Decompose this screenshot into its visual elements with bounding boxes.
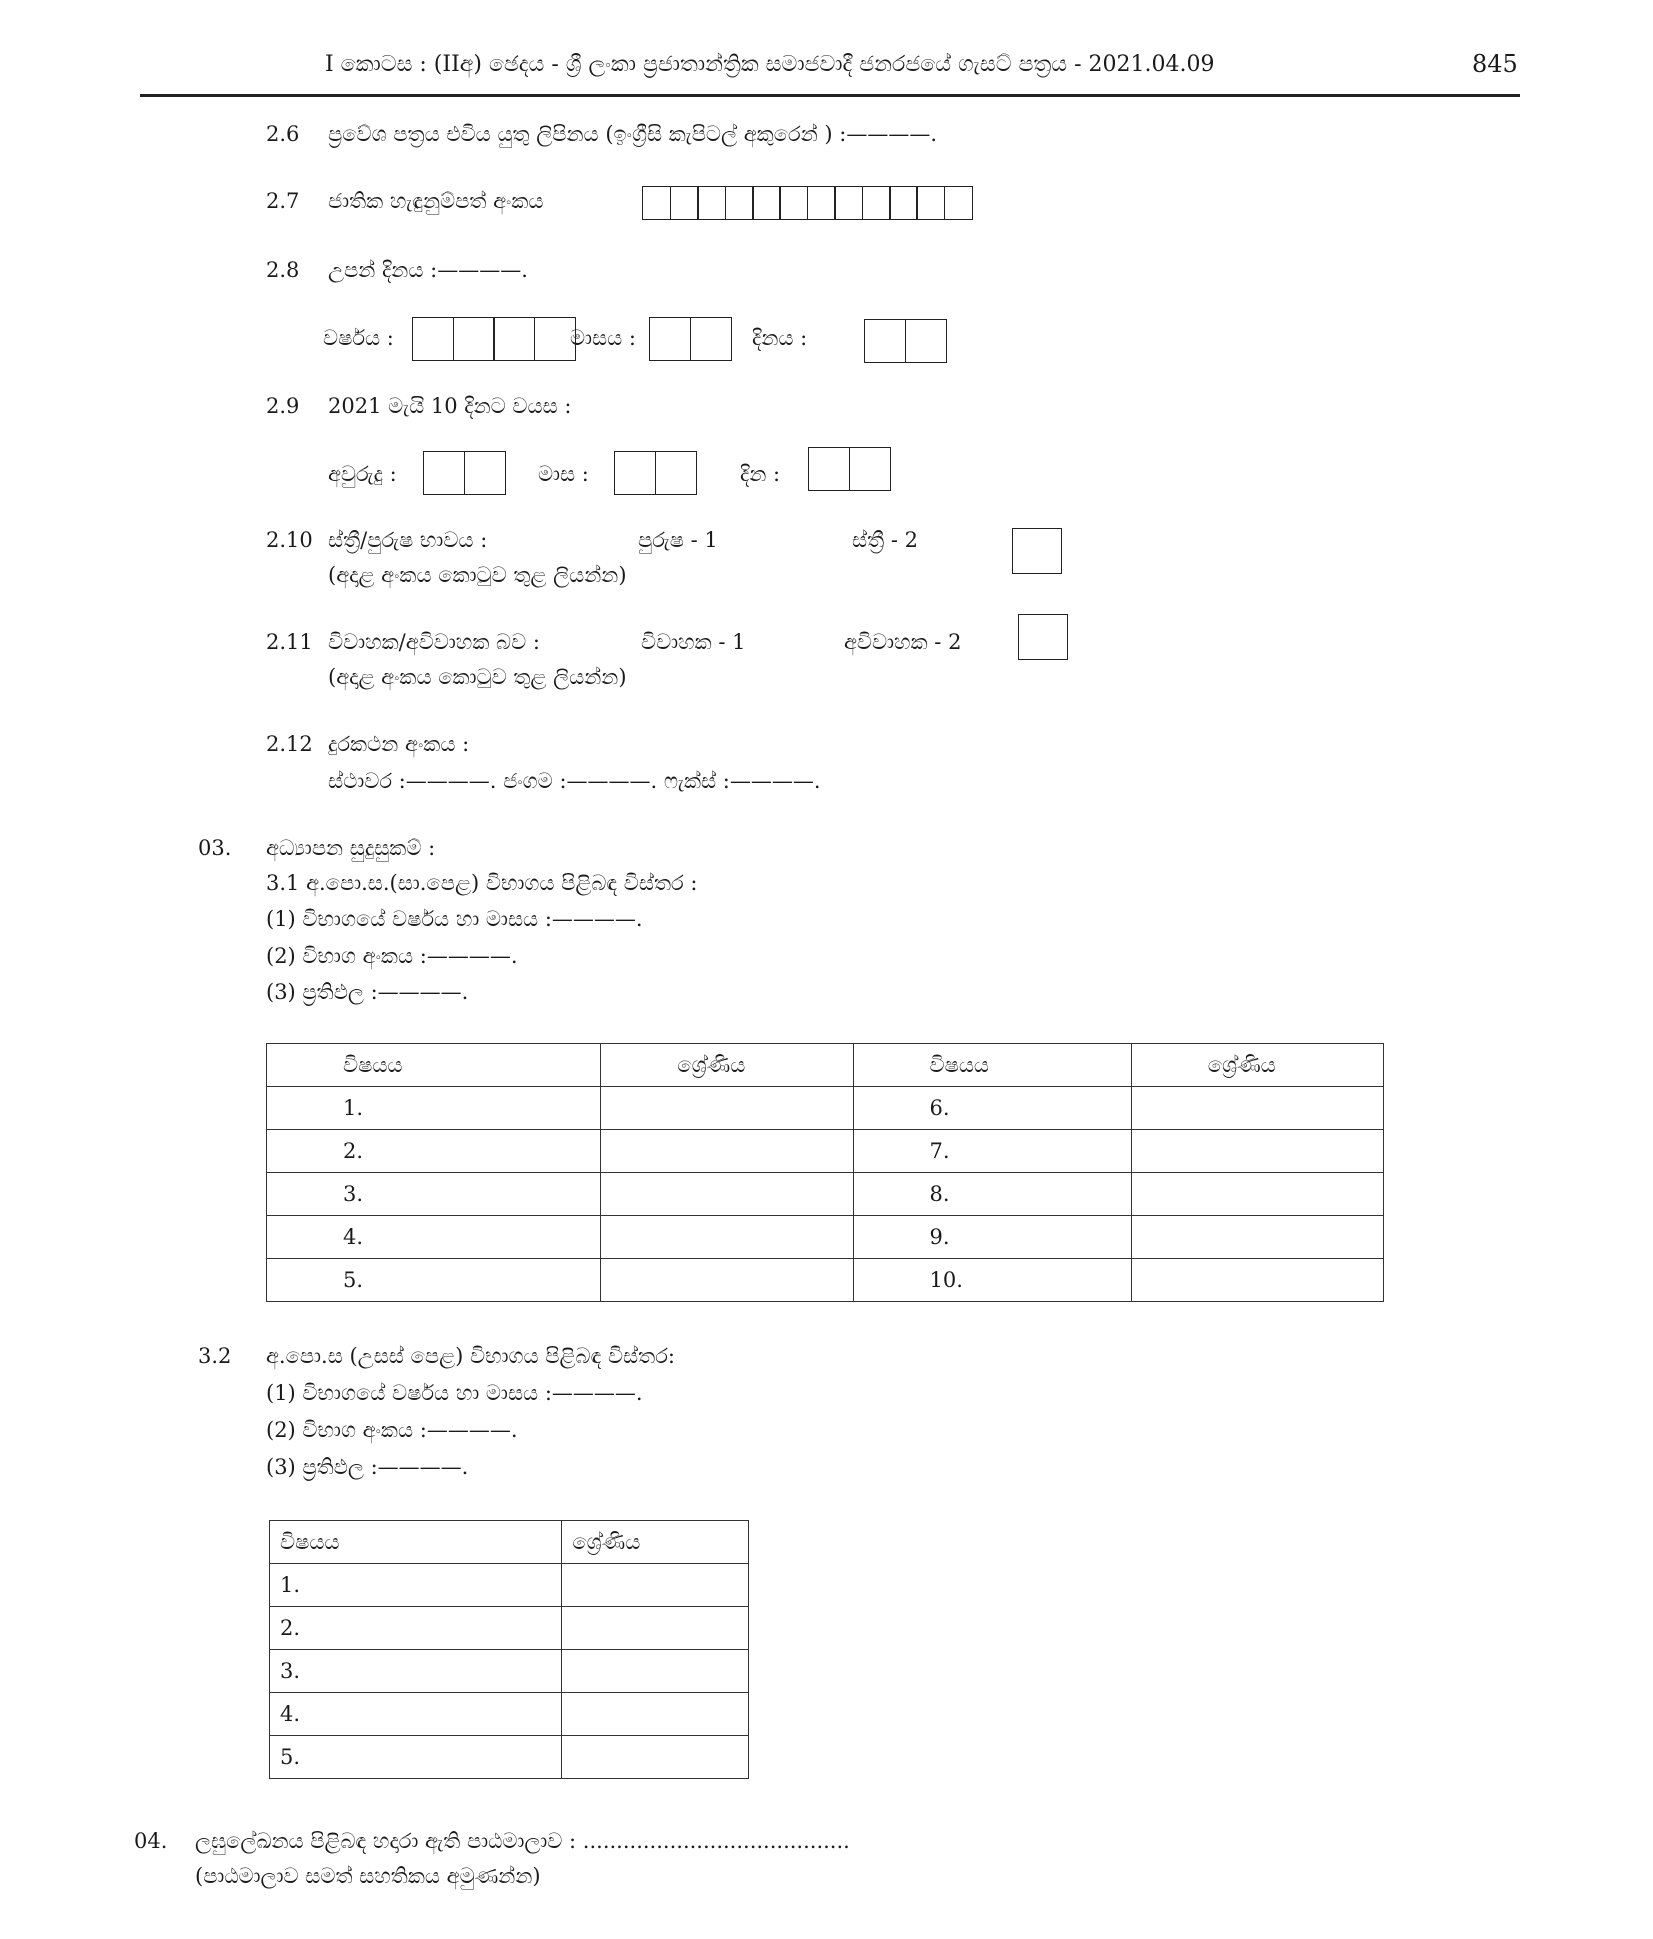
item-2-6-number: 2.6 bbox=[266, 122, 300, 146]
subject-cell[interactable]: 3. bbox=[267, 1173, 601, 1216]
ol-exam-year-month: (1) විභාගයේ වර්ෂය හා මාසය :————. bbox=[266, 907, 643, 931]
age-years-boxes[interactable] bbox=[425, 451, 506, 495]
ol-exam-heading: 3.1 අ.පො.ස.(සා.පෙළ) විභාගය පිළිබඳ විස්තර : bbox=[266, 871, 698, 895]
column-header-grade: ශ්‍රේණිය bbox=[562, 1521, 749, 1564]
subject-cell[interactable]: 1. bbox=[270, 1564, 562, 1607]
grade-cell[interactable] bbox=[601, 1087, 853, 1130]
table-row bbox=[267, 1087, 1384, 1130]
grade-cell[interactable] bbox=[1131, 1130, 1383, 1173]
subject-cell[interactable]: 4. bbox=[270, 1693, 562, 1736]
dob-day-digit-box[interactable] bbox=[864, 319, 906, 363]
marital-option-unmarried: අවිවාහක - 2 bbox=[844, 630, 962, 654]
dob-month-digit-box[interactable] bbox=[649, 317, 691, 361]
section-3-number: 03. bbox=[198, 836, 232, 860]
age-days-boxes[interactable] bbox=[810, 447, 891, 491]
page-number: 845 bbox=[1472, 50, 1518, 78]
al-exam-heading: අ.පො.ස (උසස් පෙළ) විභාගය පිළිබඳ විස්තර: bbox=[266, 1344, 675, 1368]
subject-cell[interactable]: 5. bbox=[270, 1736, 562, 1779]
gender-option-female: ස්ත්‍රී - 2 bbox=[852, 528, 918, 552]
nic-digit-box[interactable] bbox=[725, 186, 754, 220]
grade-cell[interactable] bbox=[1131, 1259, 1383, 1302]
table-row bbox=[270, 1736, 749, 1779]
grade-cell[interactable] bbox=[1131, 1216, 1383, 1259]
nic-digit-box[interactable] bbox=[834, 186, 863, 220]
gender-code-box[interactable] bbox=[1012, 528, 1062, 574]
al-exam-results: (3) ප්‍රතිඵල :————. bbox=[266, 1455, 469, 1479]
dob-year-boxes[interactable] bbox=[414, 317, 576, 361]
column-header-grade: ශ්‍රේණිය bbox=[1131, 1044, 1383, 1087]
column-header-subject: විෂයය bbox=[267, 1044, 601, 1087]
dob-month-digit-box[interactable] bbox=[690, 317, 732, 361]
item-3-2-number: 3.2 bbox=[198, 1344, 232, 1368]
age-months-label: මාස : bbox=[538, 462, 589, 486]
grade-cell[interactable] bbox=[562, 1693, 749, 1736]
dob-year-digit-box[interactable] bbox=[412, 317, 454, 361]
grade-cell[interactable] bbox=[562, 1736, 749, 1779]
age-years-digit-box[interactable] bbox=[464, 451, 506, 495]
column-header-subject: විෂයය bbox=[853, 1044, 1131, 1087]
subject-cell[interactable]: 6. bbox=[853, 1087, 1131, 1130]
gender-option-male: පුරුෂ - 1 bbox=[638, 528, 718, 552]
section-4-number: 04. bbox=[134, 1829, 168, 1853]
ol-exam-results: (3) ප්‍රතිඵල :————. bbox=[266, 980, 469, 1004]
grade-cell[interactable] bbox=[601, 1173, 853, 1216]
dob-year-digit-box[interactable] bbox=[453, 317, 495, 361]
phone-label: දුරකථන අංකය : bbox=[328, 732, 470, 756]
address-field-label: ප්‍රවේශ පත්‍රය එවිය යුතු ලිපිනය (ඉංග්‍රීසි කැපිටල් අකුරෙන් ) :————. bbox=[328, 122, 938, 146]
subject-cell[interactable]: 10. bbox=[853, 1259, 1131, 1302]
table-row bbox=[267, 1216, 1384, 1259]
age-days-digit-box[interactable] bbox=[849, 447, 891, 491]
nic-number-boxes[interactable] bbox=[644, 186, 973, 220]
marital-option-married: විවාහක - 1 bbox=[641, 630, 746, 654]
nic-digit-box[interactable] bbox=[670, 186, 699, 220]
subject-cell[interactable]: 9. bbox=[853, 1216, 1131, 1259]
column-header-grade: ශ්‍රේණිය bbox=[601, 1044, 853, 1087]
dob-day-label: දිනය : bbox=[752, 326, 808, 350]
grade-cell[interactable] bbox=[601, 1259, 853, 1302]
age-days-digit-box[interactable] bbox=[808, 447, 850, 491]
grade-cell[interactable] bbox=[562, 1607, 749, 1650]
nic-digit-box[interactable] bbox=[807, 186, 836, 220]
table-row bbox=[270, 1564, 749, 1607]
subject-cell[interactable]: 1. bbox=[267, 1087, 601, 1130]
marital-instruction: (අදාළ අංකය කොටුව තුළ ලියන්න) bbox=[328, 665, 627, 689]
shorthand-course-label: ලඝුලේඛනය පිළිබඳ හදාරා ඇති පාඨමාලාව : ........................................ bbox=[195, 1829, 850, 1853]
nic-digit-box[interactable] bbox=[697, 186, 726, 220]
table-row bbox=[267, 1173, 1384, 1216]
nic-digit-box[interactable] bbox=[889, 186, 918, 220]
subject-cell[interactable]: 4. bbox=[267, 1216, 601, 1259]
subject-cell[interactable]: 8. bbox=[853, 1173, 1131, 1216]
nic-digit-box[interactable] bbox=[779, 186, 808, 220]
subject-cell[interactable]: 3. bbox=[270, 1650, 562, 1693]
age-label: 2021 මැයි 10 දිනට වයස : bbox=[328, 394, 572, 418]
running-header: I කොටස : (IIඅ) ඡෙදය - ශ්‍රී ලංකා ප්‍රජාතාන්ත්‍රික සමාජවාදී ජනරජයේ ගැසට් පත්‍රය - 2021.04.09 bbox=[325, 52, 1215, 77]
table-header-row bbox=[267, 1044, 1384, 1087]
age-months-boxes[interactable] bbox=[616, 451, 697, 495]
age-years-digit-box[interactable] bbox=[423, 451, 465, 495]
dob-day-boxes[interactable] bbox=[866, 319, 947, 363]
subject-cell[interactable]: 2. bbox=[267, 1130, 601, 1173]
nic-digit-box[interactable] bbox=[642, 186, 671, 220]
subject-cell[interactable]: 7. bbox=[853, 1130, 1131, 1173]
item-2-12-number: 2.12 bbox=[266, 732, 313, 756]
age-months-digit-box[interactable] bbox=[655, 451, 697, 495]
dob-month-label: මාසය : bbox=[570, 326, 636, 350]
dob-month-boxes[interactable] bbox=[651, 317, 732, 361]
item-2-11-number: 2.11 bbox=[266, 630, 313, 654]
grade-cell[interactable] bbox=[601, 1130, 853, 1173]
age-days-label: දින : bbox=[740, 462, 781, 486]
dob-year-digit-box[interactable] bbox=[493, 317, 535, 361]
phone-fields: ස්ථාවර :————. ජංගම :————. ෆැක්ස් :————. bbox=[328, 769, 821, 793]
table-row bbox=[267, 1130, 1384, 1173]
ol-results-table bbox=[266, 1043, 1384, 1302]
gender-label: ස්ත්‍රී/පුරුෂ භාවය : bbox=[328, 528, 488, 552]
ol-exam-index: (2) විභාග අංකය :————. bbox=[266, 944, 518, 968]
gender-instruction: (අදාළ අංකය කොටුව තුළ ලියන්න) bbox=[328, 563, 627, 587]
shorthand-course-note: (පාඨමාලාව සමත් සහතිකය අමුණන්න) bbox=[195, 1864, 541, 1888]
column-header-subject: විෂයය bbox=[270, 1521, 562, 1564]
item-2-9-number: 2.9 bbox=[266, 394, 300, 418]
al-exam-index: (2) විභාග අංකය :————. bbox=[266, 1418, 518, 1442]
age-years-label: අවුරුදු : bbox=[328, 462, 397, 486]
dob-label: උපන් දිනය :————. bbox=[328, 258, 528, 282]
grade-cell[interactable] bbox=[1131, 1087, 1383, 1130]
table-header-row bbox=[270, 1521, 749, 1564]
table-row bbox=[270, 1607, 749, 1650]
item-2-7-number: 2.7 bbox=[266, 189, 300, 213]
grade-cell[interactable] bbox=[562, 1564, 749, 1607]
table-row bbox=[270, 1693, 749, 1736]
dob-year-label: වර්ෂය : bbox=[323, 326, 394, 350]
nic-label: ජාතික හැඳුනුම්පත් අංකය bbox=[328, 189, 544, 213]
subject-cell[interactable]: 2. bbox=[270, 1607, 562, 1650]
education-title: අධ්‍යාපන සුදුසුකම් : bbox=[266, 836, 436, 860]
nic-digit-box[interactable] bbox=[862, 186, 891, 220]
table-row bbox=[270, 1650, 749, 1693]
grade-cell[interactable] bbox=[1131, 1173, 1383, 1216]
grade-cell[interactable] bbox=[601, 1216, 853, 1259]
item-2-10-number: 2.10 bbox=[266, 528, 313, 552]
al-results-table bbox=[269, 1520, 749, 1779]
nic-digit-box[interactable] bbox=[944, 186, 973, 220]
header-rule bbox=[140, 94, 1520, 97]
dob-day-digit-box[interactable] bbox=[905, 319, 947, 363]
table-row bbox=[267, 1259, 1384, 1302]
item-2-8-number: 2.8 bbox=[266, 258, 300, 282]
nic-digit-box[interactable] bbox=[916, 186, 945, 220]
subject-cell[interactable]: 5. bbox=[267, 1259, 601, 1302]
nic-digit-box[interactable] bbox=[752, 186, 781, 220]
marital-status-label: විවාහක/අවිවාහක බව : bbox=[328, 630, 540, 654]
age-months-digit-box[interactable] bbox=[614, 451, 656, 495]
grade-cell[interactable] bbox=[562, 1650, 749, 1693]
marital-code-box[interactable] bbox=[1018, 614, 1068, 660]
al-exam-year-month: (1) විභාගයේ වර්ෂය හා මාසය :————. bbox=[266, 1381, 643, 1405]
